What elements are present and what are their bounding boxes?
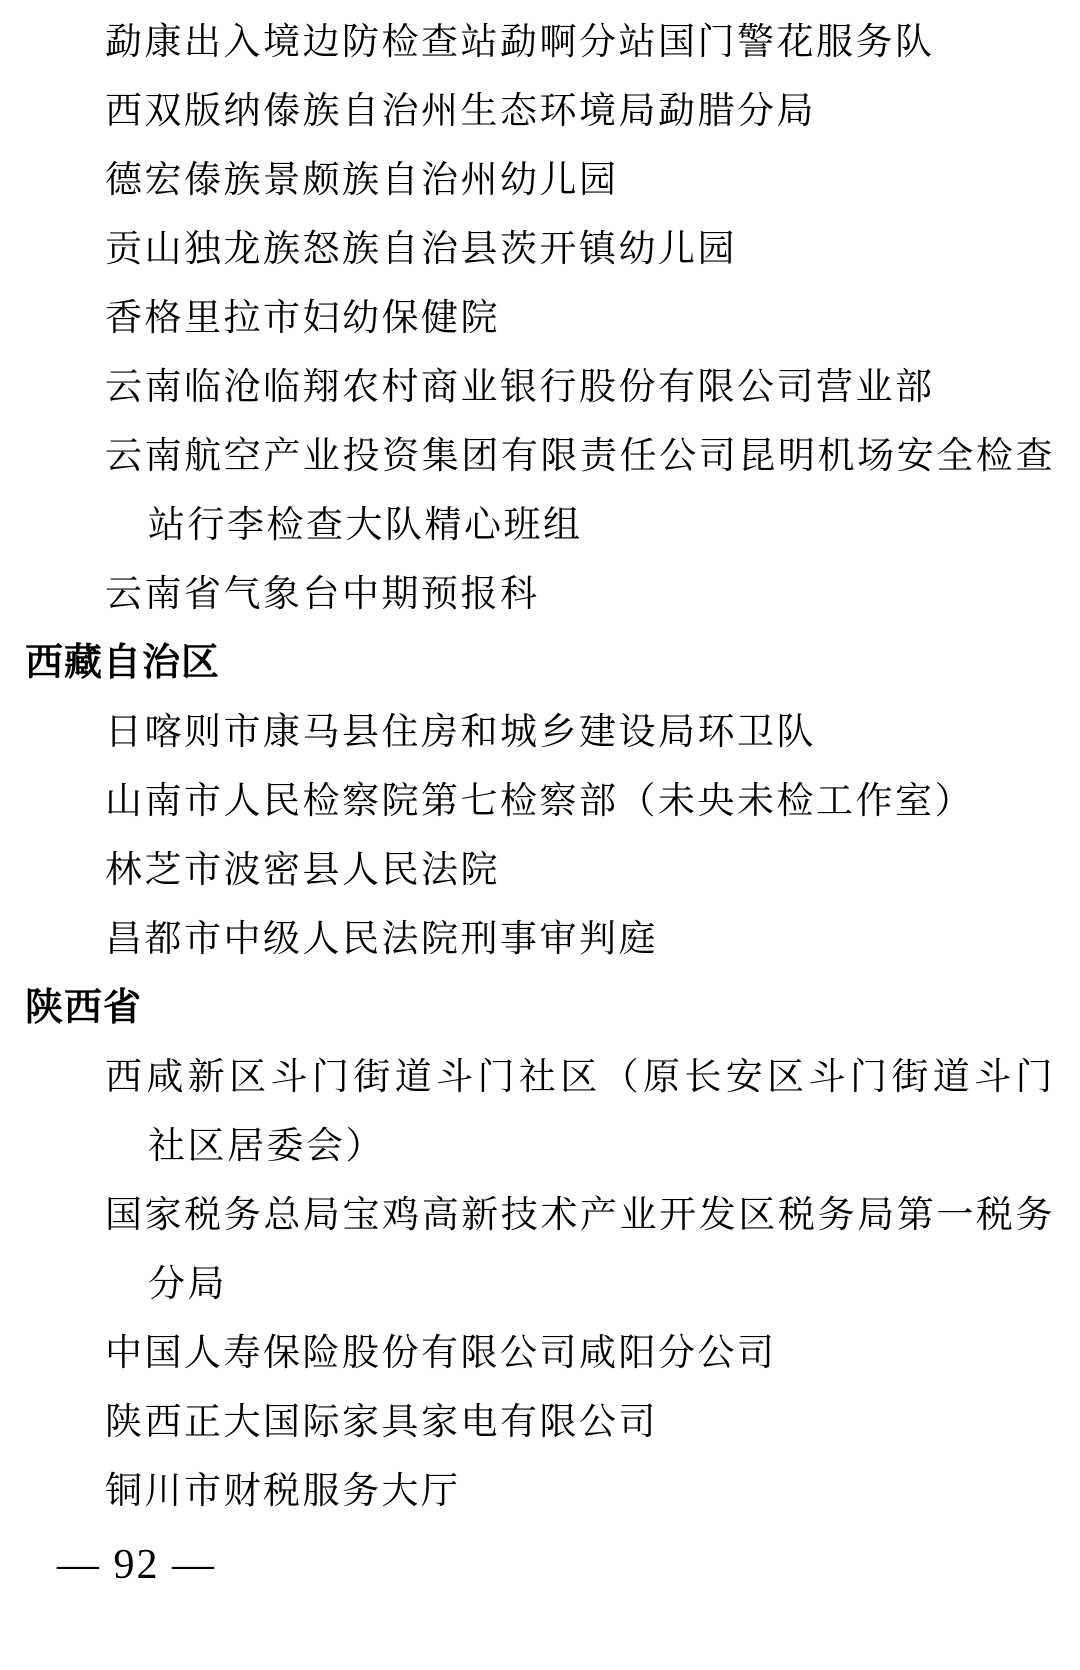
section-header: 西藏自治区 <box>25 642 221 684</box>
org-item-line-continuation: 分局 <box>148 1264 227 1305</box>
org-item-line: 陕西正大国际家具家电有限公司 <box>105 1402 658 1443</box>
org-item-line: 西咸新区斗门街道斗门社区（原长安区斗门街道斗门 <box>105 1057 1055 1098</box>
org-item-line: 贡山独龙族怒族自治县茨开镇幼儿园 <box>105 229 737 270</box>
org-item-line-continuation: 站行李检查大队精心班组 <box>148 505 583 546</box>
org-item-line: 国家税务总局宝鸡高新技术产业开发区税务局第一税务 <box>105 1195 1055 1236</box>
org-item-line: 西双版纳傣族自治州生态环境局勐腊分局 <box>105 91 816 132</box>
org-item-line: 山南市人民检察院第七检察部（未央未检工作室） <box>105 781 974 822</box>
org-item-line: 云南航空产业投资集团有限责任公司昆明机场安全检查 <box>105 436 1055 477</box>
section-xizang <box>25 629 1055 974</box>
org-item-line: 日喀则市康马县住房和城乡建设局环卫队 <box>105 712 816 753</box>
org-item-line-continuation: 社区居委会） <box>148 1126 385 1167</box>
org-item-line: 德宏傣族景颇族自治州幼儿园 <box>105 160 619 201</box>
org-item-line: 云南省气象台中期预报科 <box>105 574 540 615</box>
section-header: 陕西省 <box>25 987 143 1029</box>
org-item-line: 昌都市中级人民法院刑事审判庭 <box>105 919 658 960</box>
page-number: — 92 — <box>57 1542 216 1588</box>
org-item-line: 林芝市波密县人民法院 <box>105 850 500 891</box>
org-item-line: 铜川市财税服务大厅 <box>105 1471 461 1512</box>
org-item-line: 勐康出入境边防检查站勐啊分站国门警花服务队 <box>105 22 935 63</box>
section-yunnan-continued <box>25 8 1055 629</box>
section-shaanxi <box>25 974 1055 1526</box>
org-item-line: 中国人寿保险股份有限公司咸阳分公司 <box>105 1333 777 1374</box>
org-item-line: 云南临沧临翔农村商业银行股份有限公司营业部 <box>105 367 935 408</box>
org-item-line: 香格里拉市妇幼保健院 <box>105 298 500 339</box>
